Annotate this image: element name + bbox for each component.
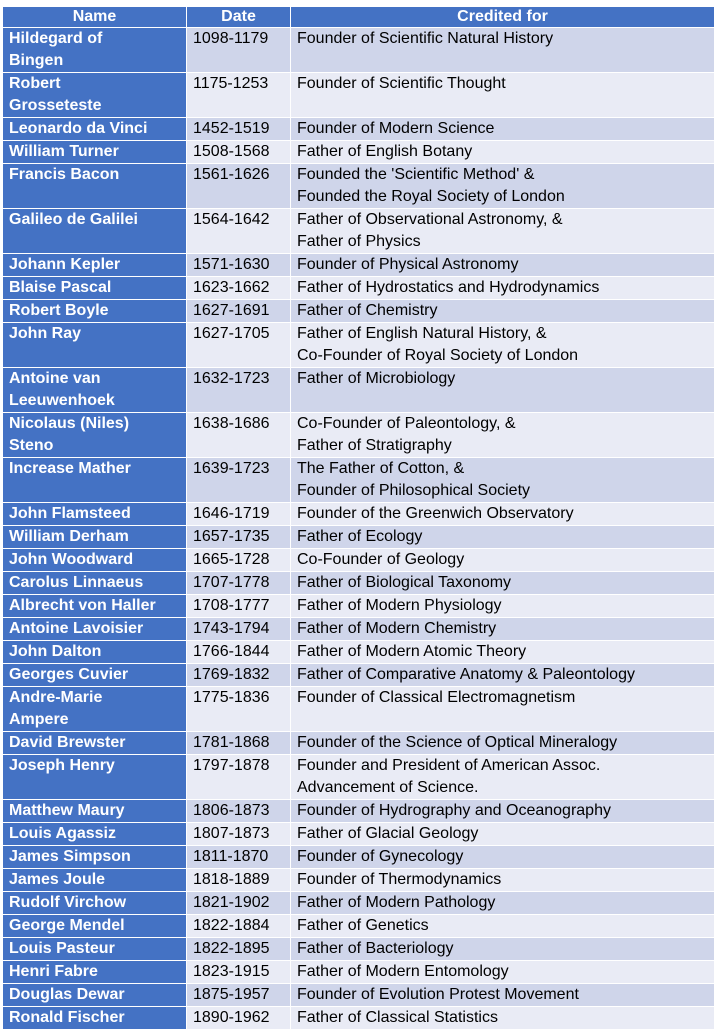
name-cell: Increase Mather [3,458,187,503]
name-cell: Louis Pasteur [3,938,187,961]
name-cell: James Joule [3,869,187,892]
credited-for-cell: Father of Chemistry [291,300,715,323]
credited-for-cell: Founder of the Greenwich Observatory [291,503,715,526]
date-cell: 1564-1642 [187,209,291,254]
table-row [3,915,715,938]
credited-for-cell: Father of Bacteriology [291,938,715,961]
table-row [3,254,715,277]
date-cell: 1638-1686 [187,413,291,458]
credited-for-cell: Father of Biological Taxonomy [291,572,715,595]
credited-for-cell: Co-Founder of Paleontology, & Father of Stratigraphy [291,413,715,458]
date-cell: 1175-1253 [187,73,291,118]
table-row [3,641,715,664]
date-cell: 1823-1915 [187,961,291,984]
credited-for-cell: Father of English Natural History, & Co-Founder of Royal Society of London [291,323,715,368]
credited-for-cell: Father of Modern Pathology [291,892,715,915]
date-cell: 1821-1902 [187,892,291,915]
credited-for-cell: Father of Glacial Geology [291,823,715,846]
credited-for-cell: Founder of Scientific Natural History [291,28,715,73]
name-cell: Georges Cuvier [3,664,187,687]
table-row [3,687,715,732]
table-row [3,869,715,892]
name-cell: Francis Bacon [3,164,187,209]
date-cell: 1657-1735 [187,526,291,549]
credited-for-cell: Father of Comparative Anatomy & Paleontology [291,664,715,687]
table-row [3,458,715,503]
name-cell: Ronald Fischer [3,1007,187,1030]
name-cell: Andre-Marie Ampere [3,687,187,732]
credited-for-cell: Founded the 'Scientific Method' & Founded the Royal Society of London [291,164,715,209]
table-row [3,892,715,915]
credited-for-cell: Father of Genetics [291,915,715,938]
date-cell: 1098-1179 [187,28,291,73]
table-row [3,572,715,595]
credited-for-cell: Father of Observational Astronomy, & Father of Physics [291,209,715,254]
credited-for-cell: Father of Modern Physiology [291,595,715,618]
table-row [3,549,715,572]
table-row [3,732,715,755]
table-row [3,618,715,641]
table-row [3,823,715,846]
name-cell: Matthew Maury [3,800,187,823]
date-cell: 1632-1723 [187,368,291,413]
name-cell: Rudolf Virchow [3,892,187,915]
table-row [3,209,715,254]
table-row [3,1007,715,1030]
name-cell: Hildegard of Bingen [3,28,187,73]
date-cell: 1561-1626 [187,164,291,209]
table-row [3,526,715,549]
table-row [3,300,715,323]
scientists-table [2,6,715,1030]
column-header-credited-for: Credited for [291,7,715,28]
date-cell: 1623-1662 [187,277,291,300]
name-cell: John Dalton [3,641,187,664]
date-cell: 1781-1868 [187,732,291,755]
credited-for-cell: Father of Microbiology [291,368,715,413]
credited-for-cell: Founder of Gynecology [291,846,715,869]
date-cell: 1743-1794 [187,618,291,641]
date-cell: 1806-1873 [187,800,291,823]
date-cell: 1807-1873 [187,823,291,846]
credited-for-cell: The Father of Cotton, & Founder of Philosophical Society [291,458,715,503]
table-row [3,73,715,118]
credited-for-cell: Founder of Thermodynamics [291,869,715,892]
date-cell: 1766-1844 [187,641,291,664]
table-row [3,28,715,73]
date-cell: 1571-1630 [187,254,291,277]
name-cell: John Ray [3,323,187,368]
name-cell: William Derham [3,526,187,549]
date-cell: 1627-1705 [187,323,291,368]
name-cell: John Woodward [3,549,187,572]
credited-for-cell: Founder of Modern Science [291,118,715,141]
name-cell: Douglas Dewar [3,984,187,1007]
table-row [3,503,715,526]
credited-for-cell: Founder of the Science of Optical Mineralogy [291,732,715,755]
name-cell: Joseph Henry [3,755,187,800]
header-row [3,7,715,28]
table-row [3,595,715,618]
date-cell: 1508-1568 [187,141,291,164]
column-header-date: Date [187,7,291,28]
table-body [3,28,715,1030]
name-cell: John Flamsteed [3,503,187,526]
name-cell: Antoine van Leeuwenhoek [3,368,187,413]
table-row [3,413,715,458]
date-cell: 1811-1870 [187,846,291,869]
date-cell: 1708-1777 [187,595,291,618]
credited-for-cell: Co-Founder of Geology [291,549,715,572]
table-row [3,664,715,687]
date-cell: 1875-1957 [187,984,291,1007]
credited-for-cell: Founder and President of American Assoc. Advancement of Science. [291,755,715,800]
name-cell: James Simpson [3,846,187,869]
name-cell: Leonardo da Vinci [3,118,187,141]
date-cell: 1797-1878 [187,755,291,800]
credited-for-cell: Father of English Botany [291,141,715,164]
credited-for-cell: Father of Modern Chemistry [291,618,715,641]
date-cell: 1818-1889 [187,869,291,892]
table-row [3,984,715,1007]
date-cell: 1665-1728 [187,549,291,572]
name-cell: Blaise Pascal [3,277,187,300]
date-cell: 1890-1962 [187,1007,291,1030]
credited-for-cell: Founder of Classical Electromagnetism [291,687,715,732]
name-cell: William Turner [3,141,187,164]
credited-for-cell: Founder of Scientific Thought [291,73,715,118]
name-cell: Henri Fabre [3,961,187,984]
name-cell: Robert Grosseteste [3,73,187,118]
credited-for-cell: Founder of Hydrography and Oceanography [291,800,715,823]
date-cell: 1646-1719 [187,503,291,526]
credited-for-cell: Founder of Physical Astronomy [291,254,715,277]
name-cell: Louis Agassiz [3,823,187,846]
credited-for-cell: Father of Modern Entomology [291,961,715,984]
table-row [3,368,715,413]
name-cell: Antoine Lavoisier [3,618,187,641]
credited-for-cell: Father of Modern Atomic Theory [291,641,715,664]
table-row [3,141,715,164]
table-row [3,277,715,300]
date-cell: 1775-1836 [187,687,291,732]
table-row [3,323,715,368]
table-row [3,118,715,141]
credited-for-cell: Father of Ecology [291,526,715,549]
table-row [3,938,715,961]
name-cell: Robert Boyle [3,300,187,323]
date-cell: 1639-1723 [187,458,291,503]
name-cell: Carolus Linnaeus [3,572,187,595]
table-row [3,961,715,984]
name-cell: David Brewster [3,732,187,755]
table-row [3,800,715,823]
date-cell: 1707-1778 [187,572,291,595]
date-cell: 1627-1691 [187,300,291,323]
date-cell: 1769-1832 [187,664,291,687]
name-cell: Albrecht von Haller [3,595,187,618]
date-cell: 1822-1895 [187,938,291,961]
credited-for-cell: Founder of Evolution Protest Movement [291,984,715,1007]
name-cell: George Mendel [3,915,187,938]
credited-for-cell: Father of Classical Statistics [291,1007,715,1030]
table-row [3,755,715,800]
name-cell: Nicolaus (Niles) Steno [3,413,187,458]
table-row [3,164,715,209]
name-cell: Johann Kepler [3,254,187,277]
name-cell: Galileo de Galilei [3,209,187,254]
credited-for-cell: Father of Hydrostatics and Hydrodynamics [291,277,715,300]
date-cell: 1452-1519 [187,118,291,141]
date-cell: 1822-1884 [187,915,291,938]
table-row [3,846,715,869]
column-header-name: Name [3,7,187,28]
